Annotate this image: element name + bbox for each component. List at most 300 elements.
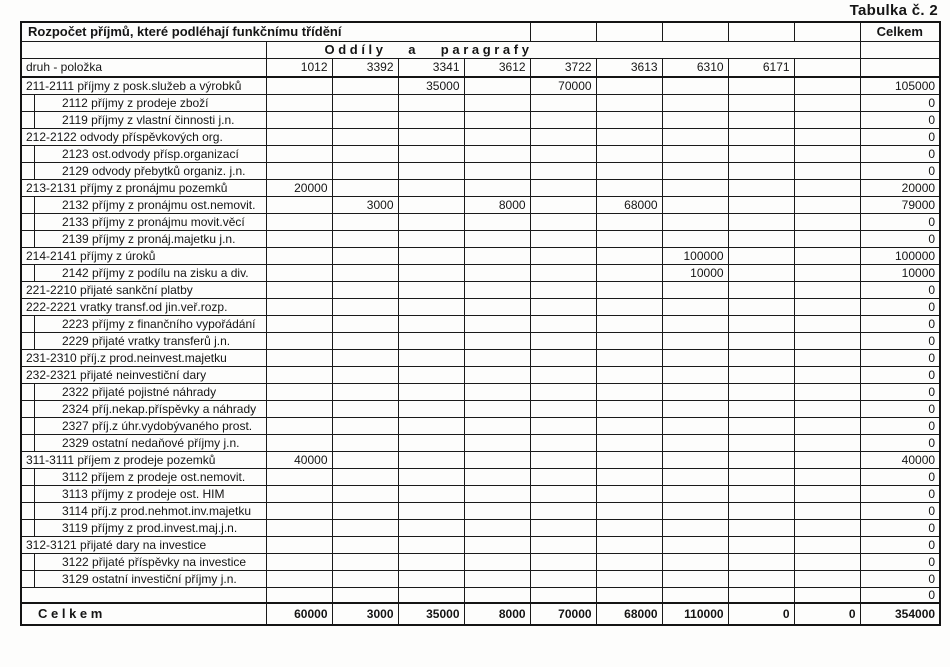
- title-empty-cell: [794, 22, 860, 41]
- value-cell: [728, 179, 794, 196]
- value-cell: [530, 247, 596, 264]
- value-cell: [464, 213, 530, 230]
- value-cell: [332, 332, 398, 349]
- column-header-row: [21, 58, 940, 77]
- value-cell: [728, 332, 794, 349]
- table-row: [21, 485, 940, 502]
- value-cell: [266, 77, 332, 94]
- total-row-label: C e l k e m: [21, 603, 266, 625]
- value-cell: [662, 570, 728, 587]
- table-row: [21, 366, 940, 383]
- grand-total-row: [21, 603, 940, 625]
- row-total-cell: 0: [860, 519, 940, 536]
- row-total-cell: 0: [860, 502, 940, 519]
- value-cell: [464, 451, 530, 468]
- value-cell: [662, 434, 728, 451]
- value-cell: [398, 196, 464, 213]
- row-total-cell: 0: [860, 332, 940, 349]
- row-total-cell: 0: [860, 536, 940, 553]
- table-row: [21, 315, 940, 332]
- value-cell: [464, 485, 530, 502]
- value-cell: [332, 111, 398, 128]
- value-cell: [728, 77, 794, 94]
- value-cell: [464, 383, 530, 400]
- row-label: 2327 příj.z úhr.vydobývaného prost.: [21, 417, 266, 434]
- value-cell: [596, 247, 662, 264]
- table-row: [21, 434, 940, 451]
- value-cell: [596, 315, 662, 332]
- value-cell: [332, 485, 398, 502]
- value-cell: 40000: [266, 451, 332, 468]
- value-cell: [530, 485, 596, 502]
- title-empty-cell: [728, 22, 794, 41]
- span-empty-right-cell: [860, 41, 940, 58]
- table-row: [21, 298, 940, 315]
- value-cell: [332, 179, 398, 196]
- value-cell: [794, 417, 860, 434]
- value-cell: [464, 179, 530, 196]
- row-total-cell: 0: [860, 162, 940, 179]
- column-header: 3613: [596, 58, 662, 77]
- value-cell: [398, 434, 464, 451]
- value-cell: [596, 349, 662, 366]
- value-cell: [266, 332, 332, 349]
- table-row: [21, 519, 940, 536]
- value-cell: [266, 417, 332, 434]
- value-cell: [596, 94, 662, 111]
- value-cell: [596, 128, 662, 145]
- table-row: [21, 281, 940, 298]
- row-label: 2123 ost.odvody přísp.organizací: [21, 145, 266, 162]
- value-cell: 3000: [332, 196, 398, 213]
- value-cell: [530, 315, 596, 332]
- value-cell: [728, 434, 794, 451]
- value-cell: [530, 383, 596, 400]
- row-total-cell: 0: [860, 468, 940, 485]
- table-row: [21, 230, 940, 247]
- value-cell: [266, 196, 332, 213]
- value-cell: [464, 230, 530, 247]
- value-cell: [464, 468, 530, 485]
- value-cell: [266, 349, 332, 366]
- value-cell: [530, 94, 596, 111]
- value-cell: [530, 128, 596, 145]
- grand-total-cell: 354000: [860, 603, 940, 625]
- table-body: [21, 22, 940, 625]
- value-cell: [398, 162, 464, 179]
- row-label: 3122 přijaté příspěvky na investice: [21, 553, 266, 570]
- value-cell: [596, 434, 662, 451]
- table-row: [21, 196, 940, 213]
- table-row: [21, 553, 940, 570]
- value-cell: [728, 570, 794, 587]
- value-cell: [266, 400, 332, 417]
- column-header-empty-cell: [860, 58, 940, 77]
- value-cell: [266, 128, 332, 145]
- value-cell: [266, 383, 332, 400]
- value-cell: [266, 145, 332, 162]
- value-cell: [398, 485, 464, 502]
- column-header: 1012: [266, 58, 332, 77]
- value-cell: [398, 247, 464, 264]
- value-cell: [464, 349, 530, 366]
- value-cell: [794, 264, 860, 281]
- value-cell: [464, 587, 530, 603]
- value-cell: [332, 383, 398, 400]
- value-cell: [596, 77, 662, 94]
- value-cell: [794, 451, 860, 468]
- value-cell: [794, 94, 860, 111]
- value-cell: [332, 587, 398, 603]
- value-cell: [728, 230, 794, 247]
- value-cell: [332, 315, 398, 332]
- total-column-header: Celkem: [860, 22, 940, 41]
- grand-total-value-cell: 70000: [530, 603, 596, 625]
- value-cell: [794, 128, 860, 145]
- value-cell: [728, 145, 794, 162]
- value-cell: [464, 94, 530, 111]
- row-total-cell: 100000: [860, 247, 940, 264]
- value-cell: [596, 383, 662, 400]
- row-label: [21, 587, 266, 603]
- row-total-cell: 0: [860, 553, 940, 570]
- span-empty-left-cell: [21, 41, 266, 58]
- row-total-cell: 0: [860, 315, 940, 332]
- value-cell: [464, 247, 530, 264]
- value-cell: [332, 162, 398, 179]
- value-cell: [266, 298, 332, 315]
- column-header: 6171: [728, 58, 794, 77]
- value-cell: [728, 502, 794, 519]
- value-cell: [266, 570, 332, 587]
- value-cell: [464, 519, 530, 536]
- row-label: 2329 ostatní nedaňové příjmy j.n.: [21, 434, 266, 451]
- value-cell: [464, 315, 530, 332]
- value-cell: [464, 77, 530, 94]
- value-cell: [596, 111, 662, 128]
- value-cell: [794, 519, 860, 536]
- row-total-cell: 0: [860, 298, 940, 315]
- value-cell: [464, 366, 530, 383]
- value-cell: [596, 264, 662, 281]
- value-cell: [332, 502, 398, 519]
- table-row: [21, 400, 940, 417]
- value-cell: [728, 281, 794, 298]
- table-row: [21, 349, 940, 366]
- value-cell: [596, 145, 662, 162]
- value-cell: [596, 179, 662, 196]
- row-total-cell: 0: [860, 281, 940, 298]
- value-cell: [266, 230, 332, 247]
- grand-total-value-cell: 0: [728, 603, 794, 625]
- value-cell: [530, 162, 596, 179]
- value-cell: [662, 281, 728, 298]
- value-cell: [332, 298, 398, 315]
- value-cell: [728, 451, 794, 468]
- value-cell: [266, 587, 332, 603]
- value-cell: [728, 111, 794, 128]
- value-cell: [596, 451, 662, 468]
- table-row: [21, 247, 940, 264]
- title-empty-cell: [596, 22, 662, 41]
- value-cell: [266, 366, 332, 383]
- value-cell: [596, 281, 662, 298]
- value-cell: [596, 570, 662, 587]
- row-total-cell: 0: [860, 145, 940, 162]
- row-label: 2223 příjmy z finančního vypořádání: [21, 315, 266, 332]
- value-cell: [266, 281, 332, 298]
- table-row: [21, 502, 940, 519]
- value-cell: [596, 519, 662, 536]
- table-row: [21, 570, 940, 587]
- value-cell: [398, 366, 464, 383]
- row-total-cell: 0: [860, 111, 940, 128]
- value-cell: [530, 281, 596, 298]
- value-cell: [530, 451, 596, 468]
- value-cell: [398, 349, 464, 366]
- value-cell: [662, 111, 728, 128]
- row-label: 212-2122 odvody příspěvkových org.: [21, 128, 266, 145]
- value-cell: [398, 570, 464, 587]
- value-cell: 68000: [596, 196, 662, 213]
- value-cell: [332, 230, 398, 247]
- value-cell: [596, 536, 662, 553]
- value-cell: [464, 417, 530, 434]
- value-cell: [530, 366, 596, 383]
- value-cell: [332, 417, 398, 434]
- value-cell: [398, 536, 464, 553]
- value-cell: [530, 519, 596, 536]
- value-cell: [530, 468, 596, 485]
- value-cell: [728, 536, 794, 553]
- value-cell: [530, 179, 596, 196]
- value-cell: [794, 145, 860, 162]
- grand-total-value-cell: 35000: [398, 603, 464, 625]
- value-cell: [530, 536, 596, 553]
- table-row: [21, 383, 940, 400]
- value-cell: [662, 553, 728, 570]
- value-cell: [662, 536, 728, 553]
- row-label: 3113 příjmy z prodeje ost. HIM: [21, 485, 266, 502]
- value-cell: [662, 519, 728, 536]
- value-cell: [398, 179, 464, 196]
- table-row: [21, 162, 940, 179]
- row-label: 2322 přijaté pojistné náhrady: [21, 383, 266, 400]
- value-cell: [266, 468, 332, 485]
- value-cell: [794, 536, 860, 553]
- value-cell: [596, 213, 662, 230]
- value-cell: [794, 383, 860, 400]
- value-cell: [530, 553, 596, 570]
- value-cell: [266, 502, 332, 519]
- value-cell: [398, 519, 464, 536]
- row-total-cell: 0: [860, 485, 940, 502]
- value-cell: [332, 536, 398, 553]
- row-label: 214-2141 příjmy z úroků: [21, 247, 266, 264]
- value-cell: [794, 247, 860, 264]
- column-header: 3392: [332, 58, 398, 77]
- value-cell: [728, 349, 794, 366]
- value-cell: [794, 570, 860, 587]
- row-label: 2112 příjmy z prodeje zboží: [21, 94, 266, 111]
- table-row: [21, 264, 940, 281]
- value-cell: [728, 315, 794, 332]
- value-cell: [398, 230, 464, 247]
- row-total-cell: 0: [860, 570, 940, 587]
- value-cell: [266, 162, 332, 179]
- value-cell: [662, 315, 728, 332]
- value-cell: [464, 553, 530, 570]
- value-cell: [794, 434, 860, 451]
- value-cell: [398, 468, 464, 485]
- value-cell: [794, 332, 860, 349]
- value-cell: [662, 366, 728, 383]
- row-total-cell: 0: [860, 434, 940, 451]
- value-cell: [794, 196, 860, 213]
- value-cell: [530, 213, 596, 230]
- value-cell: [398, 451, 464, 468]
- value-cell: [530, 111, 596, 128]
- value-cell: [398, 417, 464, 434]
- value-cell: [728, 162, 794, 179]
- row-total-cell: 0: [860, 94, 940, 111]
- value-cell: [530, 400, 596, 417]
- value-cell: [530, 230, 596, 247]
- value-cell: [728, 553, 794, 570]
- value-cell: [332, 247, 398, 264]
- value-cell: [398, 587, 464, 603]
- value-cell: [662, 128, 728, 145]
- column-header: 3612: [464, 58, 530, 77]
- row-label: 213-2131 příjmy z pronájmu pozemků: [21, 179, 266, 196]
- table-row: [21, 451, 940, 468]
- value-cell: [662, 400, 728, 417]
- value-cell: [266, 315, 332, 332]
- row-total-cell: 0: [860, 383, 940, 400]
- value-cell: [464, 434, 530, 451]
- grand-total-value-cell: 0: [794, 603, 860, 625]
- value-cell: [596, 400, 662, 417]
- table-row: [21, 213, 940, 230]
- value-cell: 20000: [266, 179, 332, 196]
- value-cell: [332, 77, 398, 94]
- value-cell: [728, 400, 794, 417]
- value-cell: [530, 502, 596, 519]
- row-label: 221-2210 přijaté sankční platby: [21, 281, 266, 298]
- table-title: Rozpočet příjmů, které podléhají funkčnímu třídění: [21, 22, 530, 41]
- value-cell: [464, 111, 530, 128]
- row-total-cell: 105000: [860, 77, 940, 94]
- value-cell: [596, 417, 662, 434]
- column-header: 6310: [662, 58, 728, 77]
- row-label: 2229 přijaté vratky transferů j.n.: [21, 332, 266, 349]
- grand-total-value-cell: 68000: [596, 603, 662, 625]
- row-label: 2324 příj.nekap.příspěvky a náhrady: [21, 400, 266, 417]
- value-cell: [662, 230, 728, 247]
- table-row: [21, 128, 940, 145]
- value-cell: [662, 179, 728, 196]
- value-cell: [332, 145, 398, 162]
- value-cell: [530, 145, 596, 162]
- value-cell: [464, 400, 530, 417]
- value-cell: [332, 434, 398, 451]
- value-cell: [662, 417, 728, 434]
- value-cell: [662, 383, 728, 400]
- row-total-cell: 20000: [860, 179, 940, 196]
- value-cell: [464, 536, 530, 553]
- grand-total-value-cell: 110000: [662, 603, 728, 625]
- value-cell: [794, 213, 860, 230]
- value-cell: [266, 519, 332, 536]
- value-cell: [794, 162, 860, 179]
- row-label: 2139 příjmy z pronáj.majetku j.n.: [21, 230, 266, 247]
- value-cell: [662, 213, 728, 230]
- value-cell: [464, 332, 530, 349]
- value-cell: [596, 230, 662, 247]
- value-cell: [332, 553, 398, 570]
- value-cell: [662, 349, 728, 366]
- value-cell: [794, 77, 860, 94]
- value-cell: [794, 315, 860, 332]
- value-cell: [464, 502, 530, 519]
- row-label: 2129 odvody přebytků organiz. j.n.: [21, 162, 266, 179]
- value-cell: [728, 417, 794, 434]
- value-cell: [464, 145, 530, 162]
- value-cell: [596, 366, 662, 383]
- row-total-cell: 40000: [860, 451, 940, 468]
- value-cell: [332, 281, 398, 298]
- value-cell: [530, 570, 596, 587]
- title-empty-cell: [530, 22, 596, 41]
- value-cell: [596, 332, 662, 349]
- value-cell: [728, 519, 794, 536]
- value-cell: [332, 519, 398, 536]
- table-row: [21, 536, 940, 553]
- value-cell: [398, 281, 464, 298]
- table-number-label: Tabulka č. 2: [849, 2, 938, 19]
- table-row: [21, 179, 940, 196]
- value-cell: [794, 553, 860, 570]
- value-cell: [728, 247, 794, 264]
- row-label: 232-2321 přijaté neinvestiční dary: [21, 366, 266, 383]
- value-cell: [398, 128, 464, 145]
- table-row: [21, 94, 940, 111]
- value-cell: [530, 332, 596, 349]
- value-cell: [464, 281, 530, 298]
- value-cell: [332, 366, 398, 383]
- value-cell: [662, 451, 728, 468]
- value-cell: [662, 502, 728, 519]
- value-cell: [398, 502, 464, 519]
- value-cell: [596, 502, 662, 519]
- value-cell: [596, 298, 662, 315]
- value-cell: [464, 128, 530, 145]
- value-cell: [530, 417, 596, 434]
- value-cell: [794, 230, 860, 247]
- sections-paragraphs-header: O d d í l y a p a r a g r a f y: [266, 41, 860, 58]
- value-cell: [332, 213, 398, 230]
- value-cell: [794, 349, 860, 366]
- row-total-cell: 0: [860, 128, 940, 145]
- row-total-cell: 79000: [860, 196, 940, 213]
- value-cell: 10000: [662, 264, 728, 281]
- row-label: 2132 příjmy z pronájmu ost.nemovit.: [21, 196, 266, 213]
- value-cell: [794, 468, 860, 485]
- value-cell: [530, 587, 596, 603]
- value-cell: [794, 281, 860, 298]
- row-total-cell: 10000: [860, 264, 940, 281]
- row-label: 2119 příjmy z vlastní činnosti j.n.: [21, 111, 266, 128]
